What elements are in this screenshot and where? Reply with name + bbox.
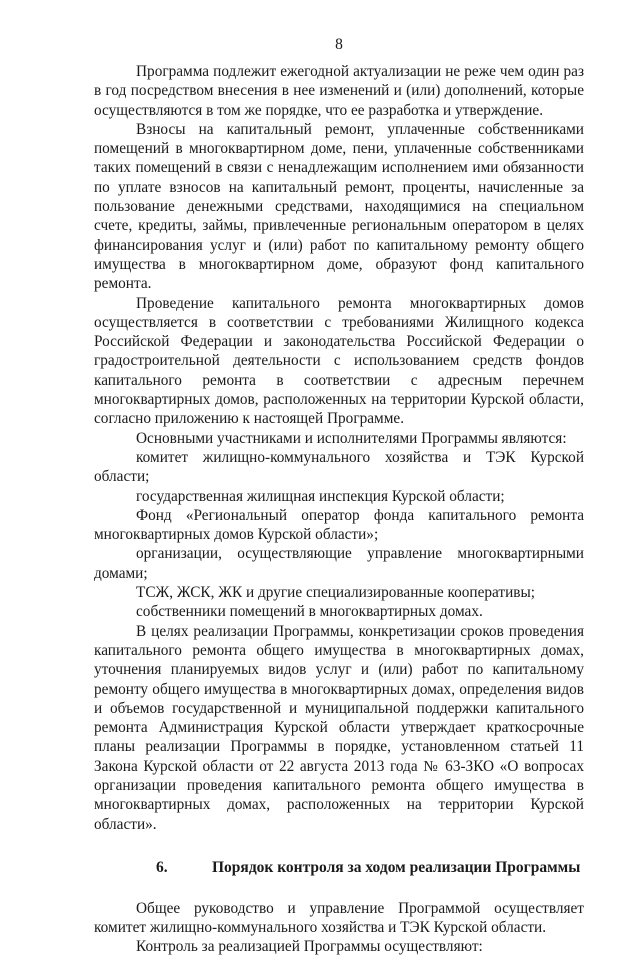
- participant-inspection: государственная жилищная инспекция Курской области;: [136, 487, 505, 505]
- paragraph-general-management: Общее руководство и управление Программой осуществляет комитет жилищно-коммунального хозяйства и ТЭК Курской области.: [94, 899, 584, 937]
- paragraph-participants-intro: Основными участниками и исполнителями Программы являются:: [136, 429, 567, 447]
- paragraph-contributions: Взносы на капитальный ремонт, уплаченные собственниками помещений в многоквартирном доме, пени, уплаченные собственниками таких помещений в связи с ненадлежащим исполнением ими обязанности по уплате взносов на капитальный ремонт, проценты, начисленные за пользование денежными средствами, находящимися на специальном счете, кредиты, займы, привлеченные региональным оператором в целях финансирования услуг и (или) работ по капитальному ремонту общего имущества в многоквартирном доме, образуют фонд капитального ремонта.: [94, 120, 584, 293]
- section-number: 6.: [156, 858, 168, 876]
- paragraph-conducting-repair: Проведение капитального ремонта многоквартирных домов осуществляется в соответствии с требованиями Жилищного кодекса Российской Федерации и законодательства Российской Федерации о градостроительной деятельности с использованием средств фондов капитального ремонта в соответствии с адресным перечнем многоквартирных домов, расположенных на территории Курской области, согласно приложению к настоящей Программе.: [94, 294, 584, 428]
- participant-management-orgs: организации, осуществляющие управление многоквартирными домами;: [94, 545, 584, 582]
- participant-committee: комитет жилищно-коммунального хозяйства и ТЭК Курской области;: [94, 448, 584, 486]
- section-heading: [94, 858, 584, 877]
- participant-fund: Фонд «Региональный оператор фонда капитального ремонта многоквартирных домов Курской области»;: [94, 506, 584, 544]
- paragraph-control-intro: Контроль за реализацией Программы осуществляют:: [136, 938, 483, 956]
- section-title: Порядок контроля за ходом реализации Программы: [212, 858, 581, 876]
- paragraph-actualization: Программа подлежит ежегодной актуализации не реже чем один раз в год посредством внесения в нее изменений и (или) дополнений, которые осуществляются в том же порядке, что ее разработка и утверждение.: [94, 63, 584, 119]
- page-number: 8: [335, 36, 343, 53]
- participant-owners: собственники помещений в многоквартирных домах.: [136, 603, 483, 621]
- paragraph-short-term-plans: В целях реализации Программы, конкретизации сроков проведения капитального ремонта общего имущества в многоквартирных домах, уточнения планируемых видов услуг и (или) работ по капитальному ремонту общего имущества в многоквартирных домах, определения видов и объемов государственной и муниципальной поддержки капитального ремонта Администрация Курской области утверждает краткосрочные планы реализации Программы в порядке, установленном статьей 11 Закона Курской области от 22 августа 2013 года № 63-ЗКО «О вопросах организации проведения капитального ремонта общего имущества в многоквартирных домах, расположенных на территории Курской области».: [94, 622, 584, 833]
- participant-cooperatives: ТСЖ, ЖСК, ЖК и другие специализированные кооперативы;: [136, 584, 536, 602]
